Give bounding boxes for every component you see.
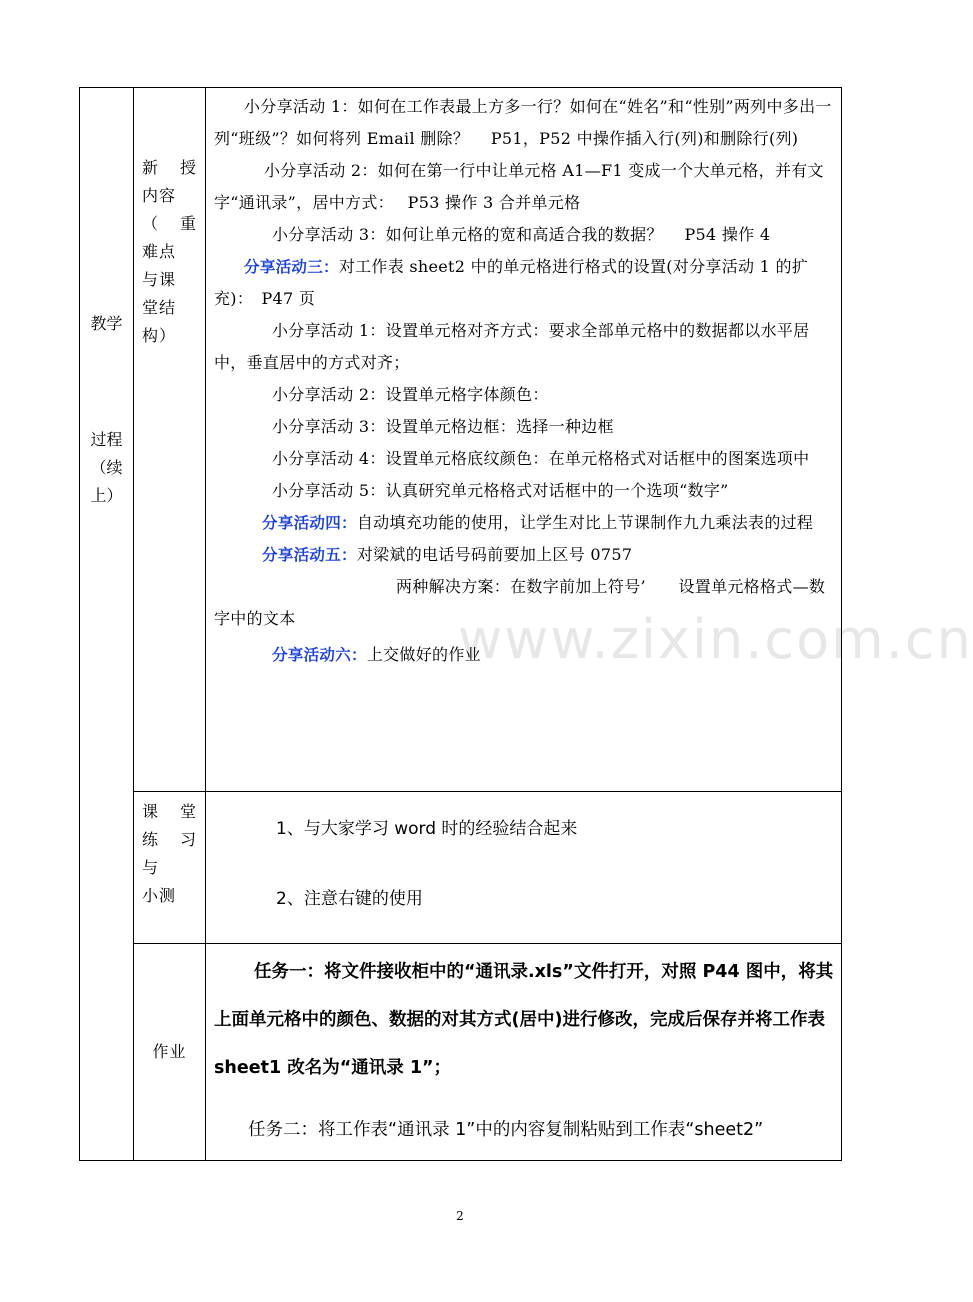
left-label-line4: 上）	[90, 486, 123, 505]
activity-4-text: 自动填充功能的使用，让学生对比上节课制作九九乘法表的过程	[356, 513, 814, 532]
activity-5-text: 对梁斌的电话号码前要加上区号 0757	[356, 545, 633, 564]
label-char: 练	[142, 830, 160, 849]
left-label-line1: 教学	[90, 314, 123, 333]
activity-5-title: 分享活动五：	[262, 546, 357, 564]
left-label-line3: （续	[90, 458, 123, 477]
practice-content-cell	[206, 792, 842, 944]
practice-item-1: 1、与大家学习 word 时的经验结合起来	[276, 819, 578, 839]
label-line: 难点	[142, 242, 177, 261]
sub-activity-3: 小分享活动 3：如何让单元格的宽和高适合我的数据？ P54 操作 4	[272, 225, 771, 244]
activity-5	[214, 539, 835, 571]
label-line: 构）	[142, 326, 177, 345]
left-label-line2: 过程	[90, 430, 123, 449]
practice-item-2: 2、注意右键的使用	[276, 889, 423, 909]
sub-activity-1: 小分享活动 1：如何在工作表最上方多一行？如何在“姓名”和“性别”两列中多出一列“班级”？如何将列 Email 删除？ P51，P52 中操作插入行(列)和删除行(列)	[214, 97, 832, 148]
activity-4-title: 分享活动四：	[262, 514, 357, 532]
activity-6	[214, 639, 835, 671]
homework-content-cell	[206, 944, 842, 1161]
new-content-label-cell	[134, 88, 206, 792]
lesson-plan-table	[79, 87, 842, 1161]
activity-3-text: 对工作表 sheet2 中的单元格进行格式的设置(对分享活动 1 的扩充)： P47 页	[214, 257, 809, 308]
label-char: 课	[142, 802, 160, 821]
label-line: 小测	[142, 886, 177, 905]
label-char: 授	[179, 158, 197, 177]
new-content-text-cell	[206, 88, 842, 792]
homework-task-2: 任务二：将工作表“通讯录 1”中的内容复制粘贴到工作表“sheet2”	[248, 1120, 764, 1140]
label-line: 内容	[142, 186, 177, 205]
format-sub-5: 小分享活动 5：认真研究单元格格式对话框中的一个选项“数字”	[272, 481, 729, 500]
activity-6-title: 分享活动六：	[272, 646, 367, 664]
label-char: 习	[179, 830, 197, 849]
format-sub-1: 小分享活动 1：设置单元格对齐方式：要求全部单元格中的数据都以水平居中，垂直居中的方式对齐；	[214, 321, 810, 372]
format-sub-4: 小分享活动 4：设置单元格底纹颜色：在单元格格式对话框中的图案选项中	[272, 449, 810, 468]
homework-label: 作业	[152, 1042, 187, 1061]
label-char: （	[142, 214, 160, 233]
activity-4	[214, 507, 835, 539]
label-char: 堂	[179, 802, 197, 821]
teaching-process-cell	[80, 88, 134, 1161]
activity-5-solution: 两种解决方案：在数字前加上符号’ 设置单元格格式—数字中的文本	[214, 577, 826, 628]
label-line: 与	[142, 858, 160, 877]
activity-3-title: 分享活动三：	[244, 258, 339, 276]
label-line: 与课	[142, 270, 177, 289]
page-number: 2	[456, 1209, 464, 1223]
sub-activity-2: 小分享活动 2：如何在第一行中让单元格 A1—F1 变成一个大单元格，并有文字“通讯录”，居中方式： P53 操作 3 合并单元格	[214, 161, 824, 212]
homework-task-1: 任务一：将文件接收柜中的“通讯录.xls”文件打开，对照 P44 图中，将其上面单元格中的颜色、数据的对其方式(居中)进行修改，完成后保存并将工作表 sheet1 改名为“通讯录 1”；	[214, 962, 834, 1078]
label-char: 重	[179, 214, 197, 233]
label-char: 新	[142, 158, 160, 177]
activity-3	[214, 251, 835, 315]
activity-6-text: 上交做好的作业	[366, 645, 481, 664]
label-line: 堂结	[142, 298, 177, 317]
format-sub-3: 小分享活动 3：设置单元格边框：选择一种边框	[272, 417, 614, 436]
watermark: www.zixin.com.cn	[458, 608, 973, 671]
format-sub-2: 小分享活动 2：设置单元格字体颜色：	[272, 385, 549, 404]
practice-label-cell	[134, 792, 206, 944]
homework-label-cell	[134, 944, 206, 1161]
